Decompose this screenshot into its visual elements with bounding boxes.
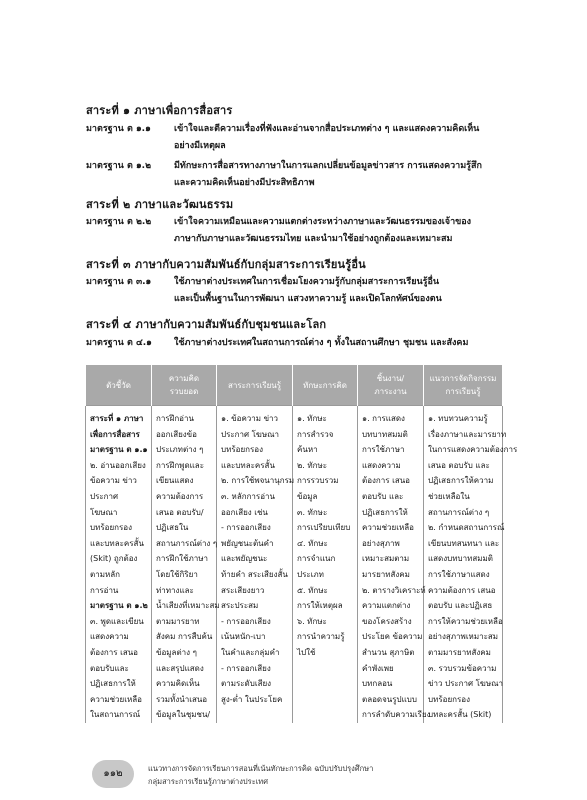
cell-line: ประเภทต่าง ๆ [156, 445, 204, 455]
cell-line: เพื่อการสื่อสาร [90, 429, 140, 439]
cell-line: ๓. รวบรวมข้อความ [428, 663, 497, 673]
cell-line: ประกาศ โฆษณา [221, 429, 280, 439]
cell-line: บทบาทสมมติ [362, 429, 408, 439]
cell-line: ในคำและกลุ่มคำ [221, 647, 280, 657]
cell-line: ตามมารยาท [156, 616, 200, 626]
cell-line: และบทละครสั้น [90, 538, 144, 548]
cell-line: การอ่าน [90, 585, 119, 595]
cell-line: ต้องการ เสนอ [90, 647, 138, 657]
cell-line: มาตรฐาน ต ๑.๒ [90, 601, 148, 611]
cell-line: - การออกเสียง [221, 523, 271, 533]
cell-line: เขียนแสดง [156, 476, 194, 486]
cell-line: - การออกเสียง [221, 663, 271, 673]
cell-line: บทร้อยกรอง [90, 523, 132, 533]
cell-line: ๒. ทักษะ [297, 460, 328, 470]
standard-code: มาตรฐาน ต ๔.๑ [86, 338, 152, 348]
cell-line: การฝึกใช้ภาษา [156, 554, 209, 564]
cell-line: ๓. พูดและเขียน [90, 616, 144, 626]
cell-line: แสดงความ [90, 632, 129, 642]
cell-line: ๒. อ่านออกเสียง [90, 460, 146, 470]
cell-line: ประกาศ [90, 491, 119, 501]
cell-line: เขียนบทสนทนา และ [428, 538, 500, 548]
cell-line: การรวบรวม [297, 476, 339, 486]
cell-line: สระเสียงยาว [221, 585, 265, 595]
cell-line: ตามระดับเสียง [221, 679, 272, 689]
cell-line: สำนวน สุภาษิต [362, 647, 415, 657]
cell-line: การฝึกพูดและ [156, 460, 204, 470]
cell-line: บทกลอน [362, 679, 393, 689]
cell-line: ต้องการ เสนอ [362, 476, 410, 486]
header-indicator: ตัวชี้วัด [86, 365, 152, 406]
cell-line: ท้ายคำ สระเสียงสั้น [221, 569, 288, 579]
cell-line: ปฏิเสธการให้ความ [428, 476, 494, 486]
page-number: ๑๑๒ [92, 760, 134, 788]
strand-heading-1: สาระที่ ๑ ภาษาเพื่อการสื่อสาร [86, 104, 233, 117]
cell-line: ๑. ข้อความ ข่าว [221, 414, 279, 423]
cell-line: แสดงบทบาทสมมติ [428, 554, 493, 564]
cell-line: ตอบรับและ [90, 663, 129, 673]
cell-line: ความช่วยเหลือ [362, 523, 414, 533]
cell-line: ในสถานการณ์ [90, 710, 141, 720]
cell-line: ข้อความ ข่าว [90, 476, 137, 486]
standard-text: มีทักษะการสื่อสารทางภาษาในการแลกเปลี่ยนข้อมูลข่าวสาร การแสดงความรู้สึก และความคิดเห็นอย่างมีประสิทธิภาพ [174, 161, 482, 188]
cell-line: ๑. การแสดง [362, 414, 405, 423]
cell-line: สถานการณ์ต่าง ๆ [428, 507, 490, 517]
cell-line: มาตรฐาน ต ๑.๑ [90, 445, 148, 455]
cell-line: การจำแนก [297, 554, 336, 564]
cell-line: ปฏิเสธการให้ [362, 507, 408, 517]
cell-line: การให้เหตุผล [297, 601, 343, 611]
standard-code: มาตรฐาน ต ๑.๒ [86, 161, 152, 171]
cell-line: สาระที่ ๑ ภาษา [90, 414, 144, 423]
cell-line: ปฏิเสธการให้ [90, 679, 136, 689]
cell-line: ช่วยเหลือใน [428, 491, 470, 501]
cell-line: ค้นหา [297, 445, 318, 455]
header-concept: ความคิด รวบยอด [152, 365, 217, 406]
cell-line: รวมทั้งนำเสนอ [156, 694, 208, 704]
cell-line: บทร้อยกรอง [428, 694, 470, 704]
strand-heading-3: สาระที่ ๓ ภาษากับความสัมพันธ์กับกลุ่มสาระการเรียนรู้อื่น [86, 258, 366, 271]
table-row [86, 406, 503, 723]
standard-text: เข้าใจและตีความเรื่องที่ฟังและอ่านจากสื่อประเภทต่าง ๆ และแสดงความคิดเห็น อย่างมีเหตุผล [174, 124, 480, 151]
standard-code: มาตรฐาน ต ๓.๑ [86, 277, 152, 287]
cell-activities [424, 406, 518, 723]
table-header-row [86, 365, 503, 406]
cell-line: ความคิดเห็น [156, 679, 200, 689]
cell-line: ข้อมูลในชุมชน/ [156, 710, 211, 720]
cell-line: ๑. ทบทวนความรู้ [428, 414, 488, 423]
strand-heading-4: สาระที่ ๔ ภาษากับความสัมพันธ์กับชุมชนและโลก [86, 318, 327, 331]
cell-line: น้ำเสียงที่เหมาะสม [156, 601, 220, 611]
cell-line: พยัญชนะต้นคำ [221, 538, 274, 548]
standard-text: ใช้ภาษาต่างประเทศในการเชื่อมโยงความรู้กับกลุ่มสาระการเรียนรู้อื่น และเป็นพื้นฐานในการพัฒนา แสวงหาความรู้ และเปิดโลกทัศน์ของตน [174, 277, 442, 304]
cell-line: ตอบรับ และ [362, 491, 404, 501]
cell-line: การนำความรู้ [297, 632, 345, 642]
cell-line: ออกเสียงข้อ [156, 429, 197, 439]
cell-line: บทละครสั้น (Skit) [428, 710, 492, 720]
cell-line: สูง-ต่ำ ในประโยค [221, 694, 283, 704]
cell-line: และพยัญชนะ [221, 554, 268, 564]
cell-line: ความต้องการ เสนอ [428, 585, 496, 595]
header-task: ชิ้นงาน/ ภาระงาน [358, 365, 424, 406]
footer-book-title: แนวทางการจัดการเรียนการสอนที่เน้นทักษะการคิด ฉบับปรับปรุงศึกษา [148, 764, 374, 773]
cell-line: ของโครงสร้าง [362, 616, 412, 626]
cell-line: การใช้ภาษาแสดง [428, 569, 490, 579]
cell-line: ความช่วยเหลือ [90, 694, 142, 704]
cell-line: โฆษณา [90, 507, 118, 517]
cell-line: ออกเสียง เช่น [221, 507, 268, 517]
cell-line: มารยาทสังคม [362, 569, 410, 579]
cell-content [217, 406, 293, 723]
cell-line: เหมาะสมตาม [362, 554, 410, 564]
cell-line: เรื่องภาษาและมารยาท [428, 429, 507, 439]
cell-line: และสรุปแสดง [156, 663, 204, 673]
cell-line: ตามหลัก [90, 569, 120, 579]
cell-line: โดยใช้กิริยา [156, 569, 198, 579]
cell-concept [152, 406, 220, 723]
cell-line: ๔. ทักษะ [297, 538, 328, 548]
cell-line: ๕. ทักษะ [297, 585, 328, 595]
cell-line: สถานการณ์ต่าง ๆ [156, 538, 218, 548]
cell-line: ๒. ตารางวิเคราะห์ [362, 585, 426, 595]
cell-line: ความแตกต่าง [362, 601, 411, 611]
cell-line: ข้อมูล [297, 491, 318, 501]
cell-line: การสำรวจ [297, 429, 334, 439]
header-content: สาระการเรียนรู้ [217, 365, 293, 406]
cell-line: (Skit) ถูกต้อง [90, 554, 138, 564]
cell-line: - การออกเสียง [221, 616, 271, 626]
cell-line: ข่าว ประกาศ โฆษณา [428, 679, 504, 689]
cell-line: ปฏิเสธใน [156, 523, 189, 533]
cell-line: เสนอ ตอบรับ และ [428, 460, 490, 470]
cell-line: ประเภท [297, 569, 324, 579]
cell-thinking-skill [293, 406, 358, 723]
curriculum-table [85, 365, 518, 723]
cell-line: ๓. ทักษะ [297, 507, 328, 517]
cell-indicator [86, 406, 152, 723]
cell-line: ในการแสดงความต้องการ [428, 445, 518, 455]
cell-line: การให้ความช่วยเหลือ [428, 616, 503, 626]
header-thinking-skill: ทักษะการคิด [293, 365, 358, 406]
cell-line: เน้นหนัก-เบา [221, 632, 266, 642]
cell-line: บทร้อยกรอง [221, 445, 263, 455]
cell-line: ๑. ทักษะ [297, 414, 327, 423]
cell-line: ท่าทางและ [156, 585, 194, 595]
cell-line: ความต้องการ [156, 491, 204, 501]
cell-line: ๖. ทักษะ [297, 616, 327, 626]
cell-line: ประโยค ข้อความ [362, 632, 423, 642]
cell-line: ตอบรับ และปฏิเสธ [428, 601, 493, 611]
cell-line: การฝึกอ่าน [156, 414, 194, 423]
cell-line: คำพังเพย [362, 663, 394, 673]
cell-line: สระประสม [221, 601, 259, 611]
header-activities: แนวการจัดกิจกรรม การเรียนรู้ [424, 365, 503, 406]
cell-line: แสดงความ [362, 460, 401, 470]
standard-code: มาตรฐาน ต ๑.๑ [86, 124, 151, 134]
cell-line: ตามมารยาทสังคม [428, 647, 491, 657]
standard-text: เข้าใจความเหมือนและความแตกต่างระหว่างภาษาและวัฒนธรรมของเจ้าของ ภาษากับภาษาและวัฒนธรรมไทย และนำมาใช้อย่างถูกต้องและเหมาะสม [174, 217, 472, 244]
cell-line: ๓. หลักการอ่าน [221, 491, 275, 501]
footer-subject: กลุ่มสาระการเรียนรู้ภาษาต่างประเทศ [148, 777, 268, 786]
cell-task [358, 406, 431, 723]
standard-text: ใช้ภาษาต่างประเทศในสถานการณ์ต่าง ๆ ทั้งในสถานศึกษา ชุมชน และสังคม [174, 338, 469, 348]
cell-line: เสนอ ตอบรับ/ [156, 507, 204, 517]
cell-line: อย่างสุภาพเหมาะสม [428, 632, 499, 642]
cell-line: ๒. กำหนดสถานการณ์ [428, 523, 505, 533]
cell-line: ไปใช้ [297, 647, 316, 657]
strand-heading-2: สาระที่ ๒ ภาษาและวัฒนธรรม [86, 198, 234, 211]
cell-line: ข้อมูลต่าง ๆ [156, 647, 197, 657]
cell-line: และบทละครสั้น [221, 460, 275, 470]
cell-line: การลำดับความเรียง [362, 710, 431, 720]
cell-line: อย่างสุภาพ [362, 538, 400, 548]
cell-line: การเปรียบเทียบ [297, 523, 351, 533]
cell-line: ตลอดจนรูปแบบ [362, 694, 417, 704]
cell-line: การใช้ภาษา [362, 445, 405, 455]
cell-line: ๒. การใช้พจนานุกรม [221, 476, 295, 486]
standard-code: มาตรฐาน ต ๒.๒ [86, 217, 152, 227]
cell-line: สังคม การสืบค้น [156, 632, 213, 642]
